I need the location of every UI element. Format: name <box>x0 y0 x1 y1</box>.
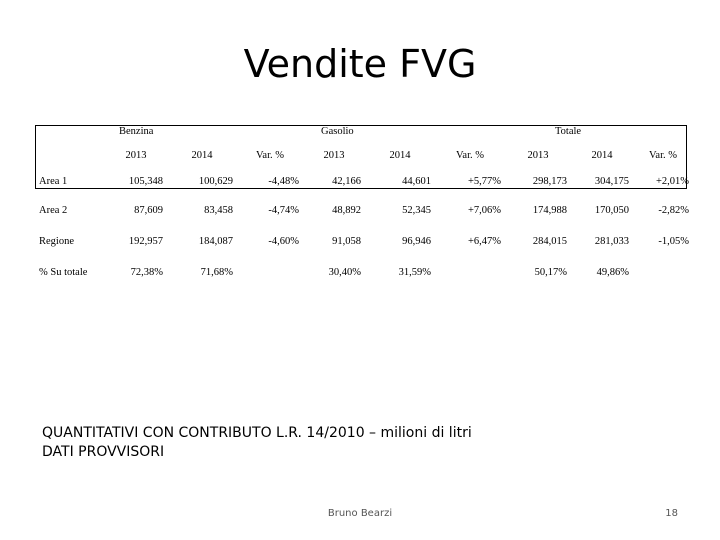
table-cell: 44,601 <box>402 175 431 187</box>
slide-title: Vendite FVG <box>243 42 477 86</box>
table-cell: 91,058 <box>332 236 361 247</box>
group-header-benzina: Benzina <box>119 126 154 137</box>
note-line-1: QUANTITATIVI CON CONTRIBUTO L.R. 14/2010 – milioni di litri <box>42 425 472 441</box>
table-cell <box>633 257 693 288</box>
group-header-row <box>35 125 693 143</box>
table-cell: 96,946 <box>402 236 431 247</box>
subheader-var: Var. % <box>649 149 677 161</box>
sales-table <box>35 125 693 288</box>
table-cell: -4,60% <box>268 236 299 247</box>
table-row <box>35 195 693 226</box>
subheader-2014: 2014 <box>591 149 613 161</box>
footer-author: Bruno Bearzi <box>327 508 393 519</box>
table-row <box>35 257 693 288</box>
table-cell: +2,01% <box>655 175 689 187</box>
table-cell: 170,050 <box>594 205 629 216</box>
table-row <box>35 226 693 257</box>
table-cell: 49,86% <box>596 267 629 278</box>
table-cell: -1,05% <box>658 236 689 247</box>
table-cell: 192,957 <box>128 236 163 247</box>
table-cell: 100,629 <box>198 175 233 187</box>
table-cell: 284,015 <box>532 236 567 247</box>
table-cell: 184,087 <box>198 236 233 247</box>
group-header-gasolio: Gasolio <box>321 126 354 137</box>
table-cell: 174,988 <box>532 205 567 216</box>
row-label: Area 1 <box>39 175 68 187</box>
table-cell: 50,17% <box>534 267 567 278</box>
table-cell: 30,40% <box>328 267 361 278</box>
page-number: 18 <box>665 508 678 519</box>
table-cell <box>435 257 505 288</box>
row-label: % Su totale <box>39 267 88 278</box>
table-cell: 42,166 <box>332 175 361 187</box>
table-cell: +7,06% <box>467 205 501 216</box>
table-cell <box>237 257 303 288</box>
subheader-2013: 2013 <box>323 149 345 161</box>
table-row <box>35 167 693 195</box>
row-label: Regione <box>39 236 74 247</box>
subheader-2014: 2014 <box>191 149 213 161</box>
table-cell: -2,82% <box>658 205 689 216</box>
table-cell: 83,458 <box>204 205 233 216</box>
table-cell: 105,348 <box>128 175 163 187</box>
row-label: Area 2 <box>39 205 68 216</box>
table-cell: -4,74% <box>268 205 299 216</box>
note-text <box>42 424 472 462</box>
group-header-totale: Totale <box>555 126 582 137</box>
table-cell: 52,345 <box>402 205 431 216</box>
table-cell: 304,175 <box>594 175 629 187</box>
subheader-row <box>35 143 693 167</box>
table-cell: 48,892 <box>332 205 361 216</box>
subheader-2013: 2013 <box>125 149 147 161</box>
subheader-2014: 2014 <box>389 149 411 161</box>
table-cell: 281,033 <box>594 236 629 247</box>
table-cell: 31,59% <box>398 267 431 278</box>
table-cell: +5,77% <box>467 175 501 187</box>
table-cell: 71,68% <box>200 267 233 278</box>
subheader-2013: 2013 <box>527 149 549 161</box>
table-cell: -4,48% <box>268 175 299 187</box>
table-cell: 87,609 <box>134 205 163 216</box>
table-cell: 298,173 <box>532 175 567 187</box>
subheader-var: Var. % <box>256 149 284 161</box>
table-cell: +6,47% <box>467 236 501 247</box>
table-cell: 72,38% <box>130 267 163 278</box>
subheader-var: Var. % <box>456 149 484 161</box>
note-line-2: DATI PROVVISORI <box>42 444 165 460</box>
